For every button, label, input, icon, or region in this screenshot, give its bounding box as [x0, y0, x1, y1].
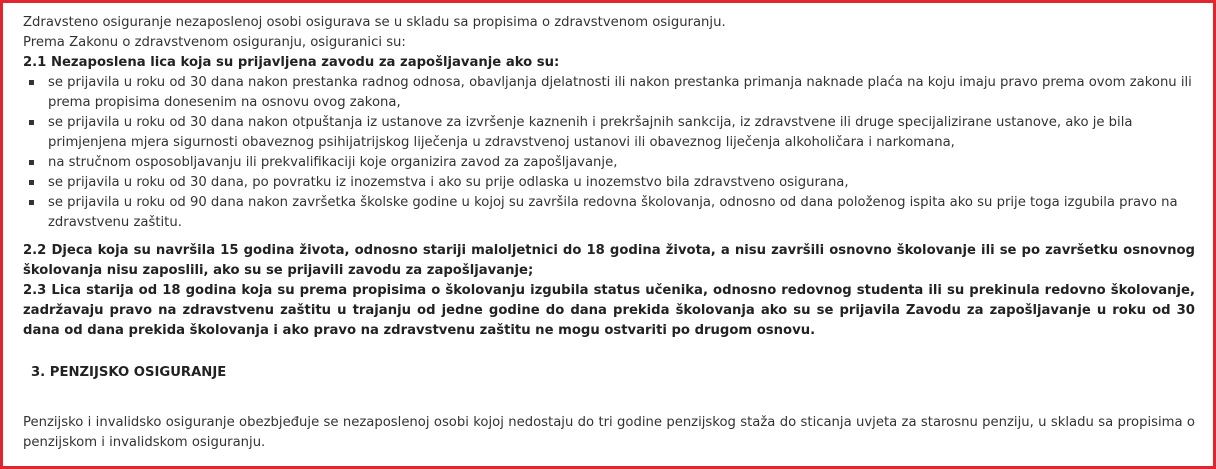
list-item-text: se prijavila u roku od 30 dana nakon prestanka radnog odnosa, obavljanja djelatnosti ili nakon prestanka primanja naknade plaća na koju imaju pravo prema ovom zakonu ili prema propisima donesenim na osnovu ovog zakona,	[48, 75, 1192, 110]
intro-line-2: Prema Zakonu o zdravstvenom osiguranju, osiguranici su:	[23, 35, 406, 50]
bullet-square-icon	[29, 80, 34, 85]
list-item	[23, 73, 1198, 113]
section-2-1-list	[23, 73, 1199, 233]
section-2-2-paragraph: 2.2 Djeca koja su navršila 15 godina života, odnosno stariji maloljetnici do 18 godina života, a nisu završili osnovno školovanje ili se po završetku osnovnog školovanja nisu zaposlili, ako su se prijavili zavodu za zapošljavanje;	[23, 243, 1195, 278]
document-body	[23, 13, 1199, 453]
section-3-paragraph: Penzijsko i invalidsko osiguranje obezbjeđuje se nezaposlenoj osobi kojoj nedostaju do tri godine penzijskog staža do sticanja uvjeta za starosnu penziju, u skladu sa propisima o penzijskom i invalidskom osiguranju.	[23, 415, 1195, 450]
list-item	[23, 193, 1198, 233]
intro-line-1: Zdravsteno osiguranje nezaposlenoj osobi osigurava se u skladu sa propisima o zdravstvenom osiguranju.	[23, 15, 726, 30]
section-3-heading: 3. PENZIJSKO OSIGURANJE	[31, 365, 227, 380]
list-item-text: na stručnom osposobljavanju ili prekvalifikaciji koje organizira zavod za zapošljavanje,	[48, 155, 618, 170]
list-item	[23, 173, 1198, 193]
bullet-square-icon	[29, 180, 34, 185]
section-2-1-heading: 2.1 Nezaposlena lica koja su prijavljena zavodu za zapošljavanje ako su:	[23, 55, 560, 70]
list-item-text: se prijavila u roku od 90 dana nakon završetka školske godine u kojoj su završila redovna školovanja, odnosno od dana položenog ispita ako su prije toga izgubila pravo na zdravstvenu zaštitu.	[48, 195, 1178, 230]
bullet-square-icon	[29, 120, 34, 125]
list-item-text: se prijavila u roku od 30 dana nakon otpuštanja iz ustanove za izvršenje kaznenih i prekršajnih sankcija, iz zdravstvene ili druge specijalizirane ustanove, ako je bila primjenjena mjera sigurnosti obaveznog psihijatrijskog liječenja u zdravstvenoj ustanovi ili obaveznog liječenja alkoholičara i narkomana,	[48, 115, 1133, 150]
bullet-square-icon	[29, 160, 34, 165]
bullet-square-icon	[29, 200, 34, 205]
list-item	[23, 153, 1198, 173]
section-2-3-paragraph: 2.3 Lica starija od 18 godina koja su prema propisima o školovanju izgubila status učenika, odnosno redovnog studenta ili su prekinula redovno školovanje, zadržavaju pravo na zdravstvenu zaštitu u trajanju od jedne godine do dana prekida školovanja ako su se prijavila Zavodu za zapošljavanje u roku od 30 dana od dana prekida školovanja i ako pravo na zdravstvenu zaštitu ne mogu ostvariti po drugom osnovu.	[23, 283, 1195, 338]
list-item	[23, 113, 1198, 153]
list-item-text: se prijavila u roku od 30 dana, po povratku iz inozemstva i ako su prije odlaska u inozemstvo bila zdravstveno osigurana,	[48, 175, 849, 190]
